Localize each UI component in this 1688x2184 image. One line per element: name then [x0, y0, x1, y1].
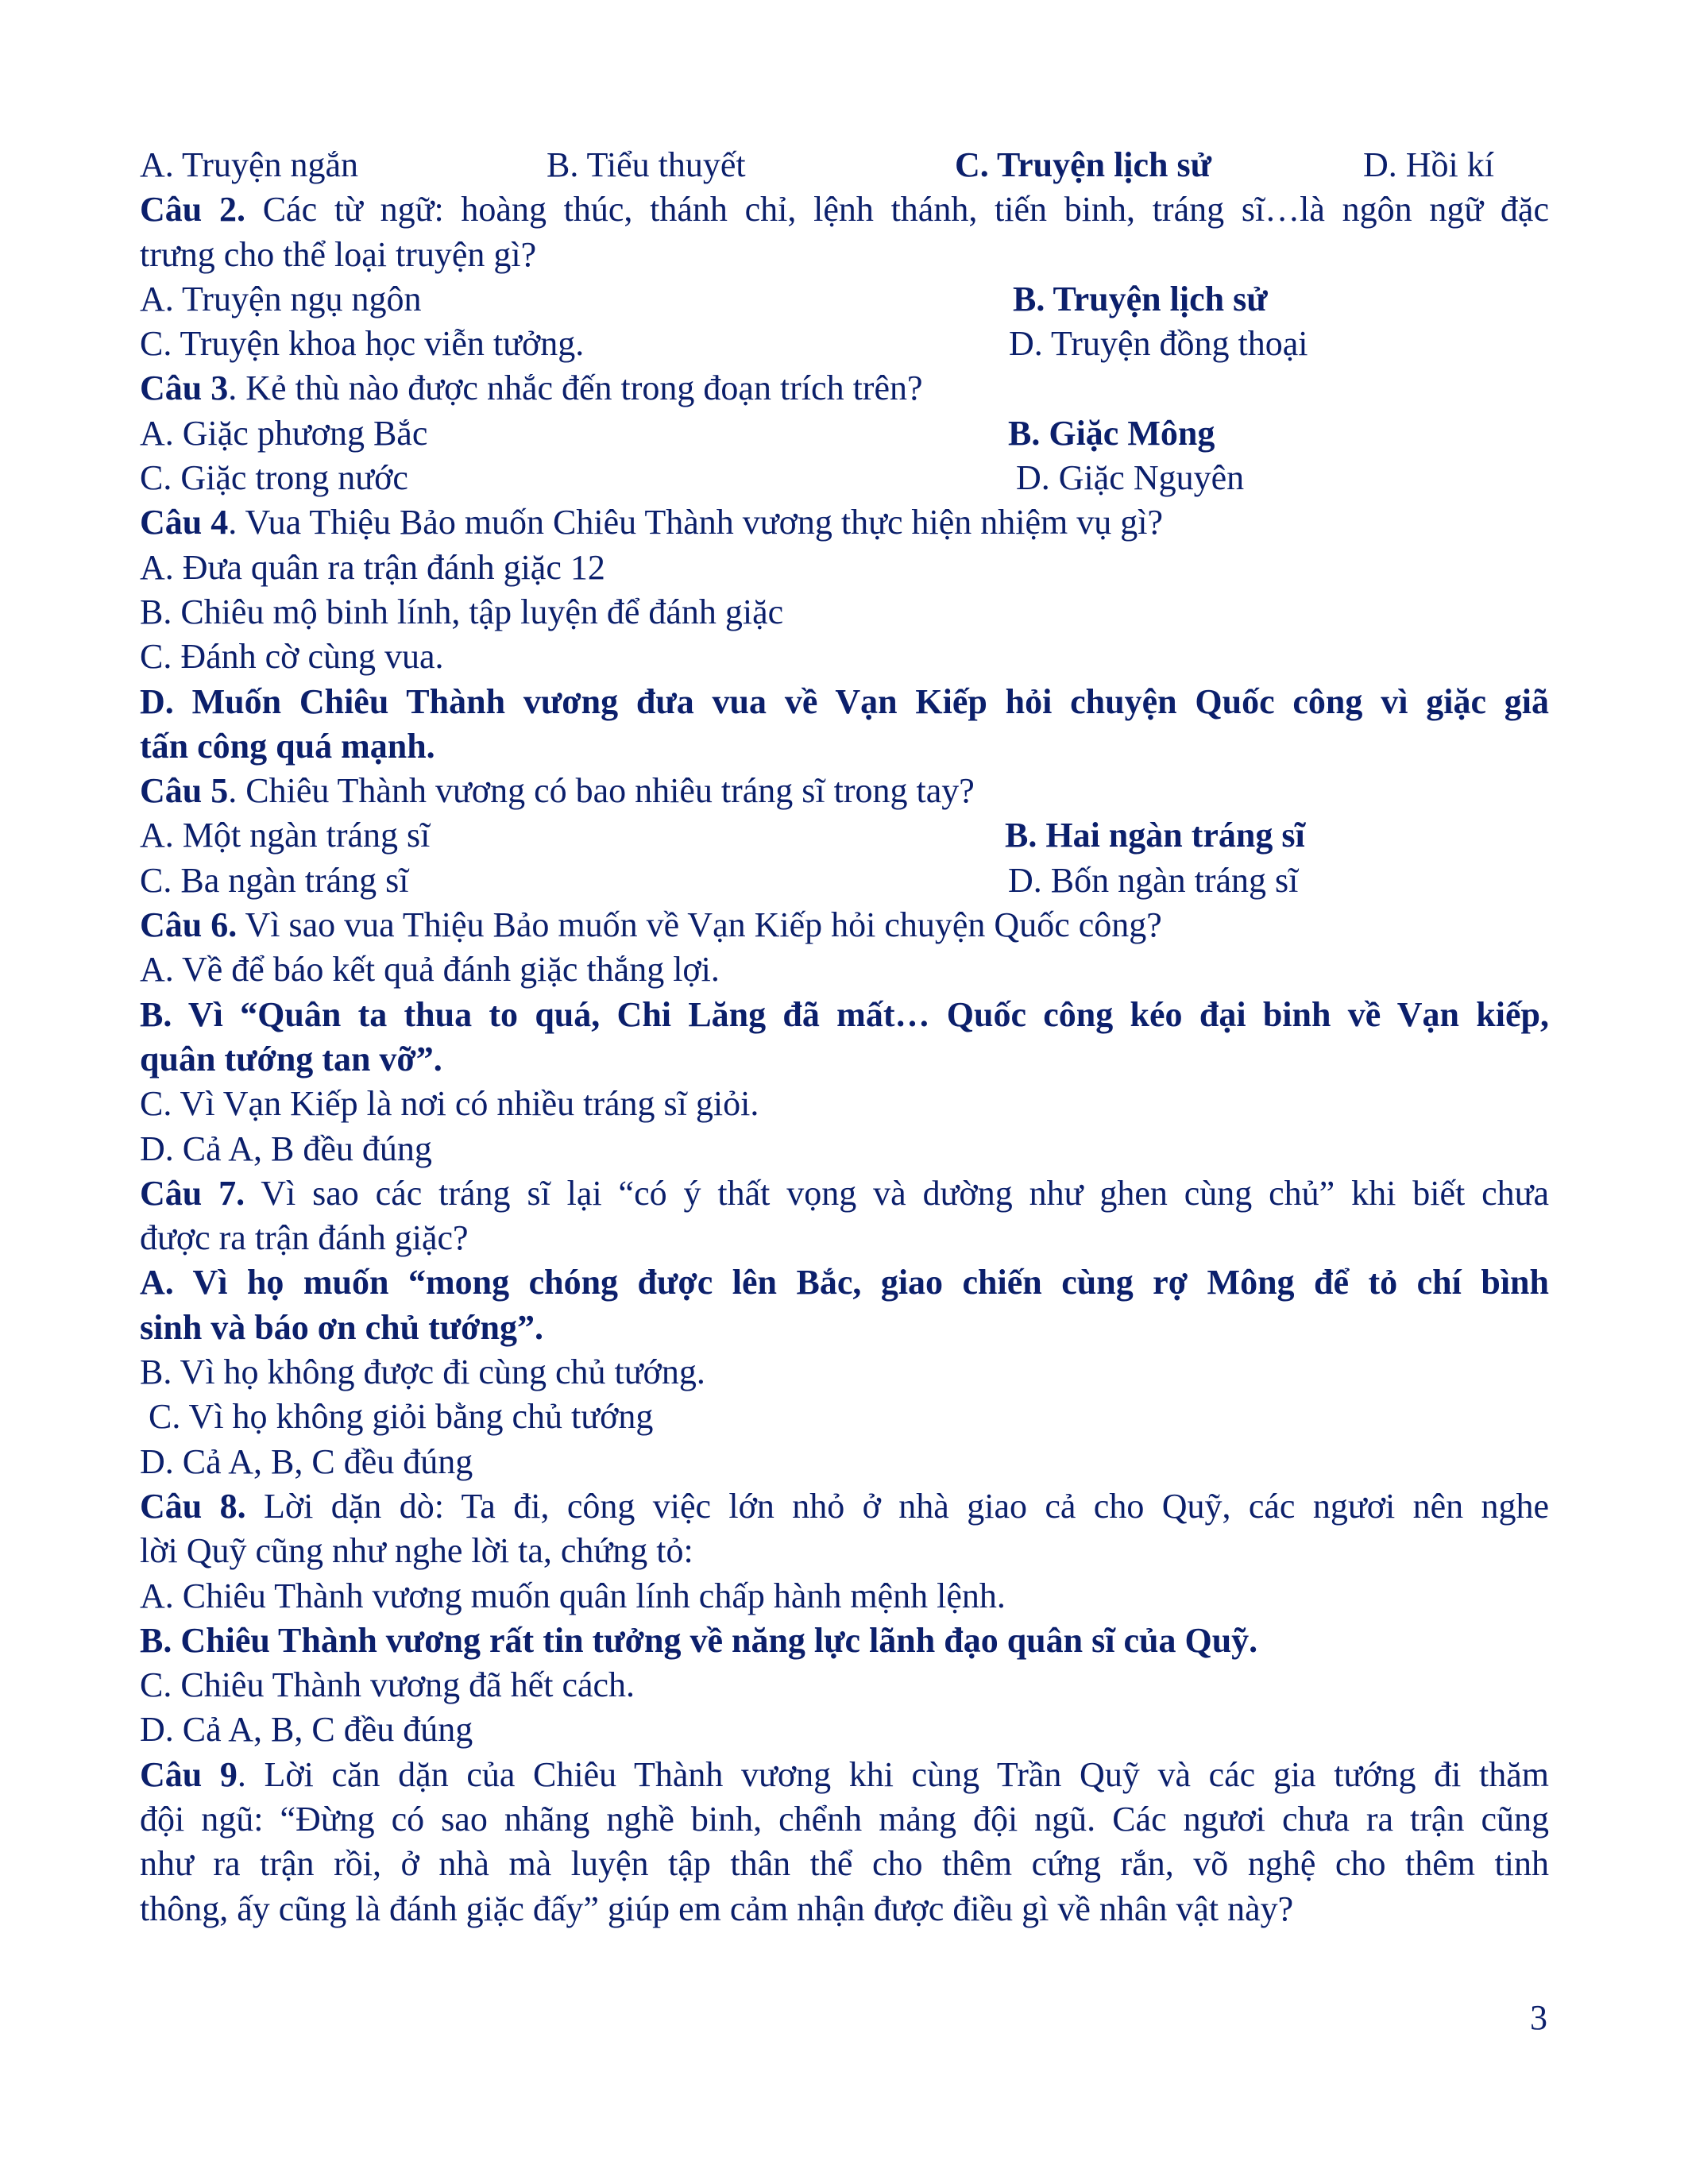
- q3-option-c: C. Giặc trong nước: [140, 458, 408, 498]
- q9-question: [140, 1753, 1549, 1797]
- q1-option-b: B. Tiểu thuyết: [547, 145, 746, 184]
- q8-option-a: A. Chiêu Thành vương muốn quân lính chấp hành mệnh lệnh.: [140, 1576, 1006, 1615]
- q8-number: Câu 8.: [140, 1486, 246, 1526]
- q1-options: [140, 143, 1549, 187]
- q2-option-a: A. Truyện ngụ ngôn: [140, 279, 422, 318]
- q9-number: Câu 9: [140, 1754, 238, 1794]
- q4-option-a: A. Đưa quân ra trận đánh giặc 12: [140, 547, 605, 587]
- q6-text: Vì sao vua Thiệu Bảo muốn về Vạn Kiếp hỏi chuyện Quốc công?: [237, 905, 1162, 945]
- q7-question-cont: được ra trận đánh giặc?: [140, 1218, 469, 1258]
- q7-number: Câu 7.: [140, 1173, 245, 1213]
- q5-number: Câu 5: [140, 771, 229, 811]
- q6-question: [140, 903, 1549, 947]
- q5-options-ab: [140, 813, 1549, 858]
- q3-text: . Kẻ thù nào được nhắc đến trong đoạn trích trên?: [228, 369, 923, 408]
- q6-option-b-answer-cont: quân tướng tan vỡ”.: [140, 1039, 442, 1078]
- q2-options-ab: [140, 277, 1549, 322]
- q5-option-d: D. Bốn ngàn tráng sĩ: [1008, 860, 1299, 900]
- q3-option-b-answer: B. Giặc Mông: [1008, 413, 1215, 453]
- q6-option-d: D. Cả A, B đều đúng: [140, 1129, 432, 1168]
- q4-option-d-answer-cont: tấn công quá mạnh.: [140, 726, 435, 766]
- q9-text: . Lời căn dặn của Chiêu Thành vương khi cùng Trần Quỹ và các gia tướng đi thăm: [237, 1754, 1549, 1794]
- q5-text: . Chiêu Thành vương có bao nhiêu tráng sĩ trong tay?: [228, 771, 975, 811]
- q5-options-cd: [140, 859, 1549, 903]
- q5-option-c: C. Ba ngàn tráng sĩ: [140, 860, 409, 900]
- q3-option-a: A. Giặc phương Bắc: [140, 413, 428, 453]
- q9-question-cont-2: như ra trận rồi, ở nhà mà luyện tập thân thể cho thêm cứng rắn, võ nghệ cho thêm tinh: [140, 1844, 1549, 1884]
- q7-option-d: D. Cả A, B, C đều đúng: [140, 1441, 473, 1481]
- q5-question: [140, 769, 1549, 813]
- page-number: 3: [1530, 1998, 1547, 2037]
- document-page: [140, 143, 1549, 1931]
- q5-option-a: A. Một ngàn tráng sĩ: [140, 816, 431, 855]
- q2-option-d: D. Truyện đồng thoại: [1009, 324, 1308, 364]
- q5-option-b-answer: B. Hai ngàn tráng sĩ: [1005, 816, 1305, 855]
- q3-options-cd: [140, 456, 1549, 500]
- q7-option-a-answer: A. Vì họ muốn “mong chóng được lên Bắc, giao chiến cùng rợ Mông để tỏ chí bình: [140, 1263, 1549, 1302]
- q6-option-a: A. Về để báo kết quả đánh giặc thắng lợi.: [140, 950, 720, 990]
- q1-option-a: A. Truyện ngắn: [140, 145, 359, 184]
- q6-option-b-answer: B. Vì “Quân ta thua to quá, Chi Lăng đã mất… Quốc công kéo đại binh về Vạn kiếp,: [140, 994, 1549, 1034]
- q7-option-b: B. Vì họ không được đi cùng chủ tướng.: [140, 1352, 705, 1392]
- q9-question-cont-3: thông, ấy cũng là đánh giặc đấy” giúp em cảm nhận được điều gì về nhân vật này?: [140, 1889, 1294, 1928]
- q7-option-c: C. Vì họ không giỏi bằng chủ tướng: [140, 1397, 654, 1437]
- q9-question-cont-1: đội ngũ: “Đừng có sao nhãng nghề binh, chểnh mảng đội ngũ. Các ngươi chưa ra trận cũng: [140, 1799, 1549, 1839]
- q7-text: Vì sao các tráng sĩ lại “có ý thất vọng và dường như ghen cùng chủ” khi biết chưa: [245, 1173, 1549, 1213]
- q3-options-ab: [140, 411, 1549, 456]
- q2-options-cd: [140, 322, 1549, 366]
- q6-option-c: C. Vì Vạn Kiếp là nơi có nhiều tráng sĩ giỏi.: [140, 1084, 759, 1124]
- q4-option-d-answer: D. Muốn Chiêu Thành vương đưa vua về Vạn Kiếp hỏi chuyện Quốc công vì giặc giã: [140, 681, 1549, 721]
- q6-number: Câu 6.: [140, 905, 238, 945]
- q3-question: [140, 366, 1549, 411]
- q7-option-a-answer-cont: sinh và báo ơn chủ tướng”.: [140, 1307, 543, 1347]
- q8-question: [140, 1484, 1549, 1529]
- q8-option-c: C. Chiêu Thành vương đã hết cách.: [140, 1665, 635, 1705]
- q1-option-d: D. Hồi kí: [1363, 145, 1494, 184]
- q2-option-b-answer: B. Truyện lịch sử: [1013, 279, 1268, 318]
- q3-number: Câu 3: [140, 369, 229, 408]
- q4-question: [140, 500, 1549, 545]
- q2-question-cont: trưng cho thể loại truyện gì?: [140, 234, 537, 274]
- q8-option-b-answer: B. Chiêu Thành vương rất tin tưởng về năng lực lãnh đạo quân sĩ của Quỹ.: [140, 1620, 1258, 1660]
- q7-question: [140, 1171, 1549, 1216]
- q8-text: Lời dặn dò: Ta đi, công việc lớn nhỏ ở nhà giao cả cho Quỹ, các ngươi nên nghe: [245, 1486, 1550, 1526]
- q8-option-d: D. Cả A, B, C đều đúng: [140, 1710, 473, 1750]
- q2-option-c: C. Truyện khoa học viễn tưởng.: [140, 324, 585, 364]
- q2-question: [140, 187, 1549, 232]
- q4-option-b: B. Chiêu mộ binh lính, tập luyện để đánh giặc: [140, 592, 784, 631]
- q1-option-c-answer: C. Truyện lịch sử: [955, 145, 1212, 184]
- q2-text: Các từ ngữ: hoàng thúc, thánh chỉ, lệnh thánh, tiến binh, tráng sĩ…là ngôn ngữ đặc: [245, 190, 1549, 230]
- q4-option-c: C. Đánh cờ cùng vua.: [140, 637, 444, 677]
- q8-question-cont: lời Quỹ cũng như nghe lời ta, chứng tỏ:: [140, 1531, 693, 1571]
- q4-number: Câu 4: [140, 503, 229, 542]
- q4-text: . Vua Thiệu Bảo muốn Chiêu Thành vương thực hiện nhiệm vụ gì?: [228, 503, 1163, 542]
- q2-number: Câu 2.: [140, 190, 245, 230]
- q3-option-d: D. Giặc Nguyên: [1016, 458, 1245, 498]
